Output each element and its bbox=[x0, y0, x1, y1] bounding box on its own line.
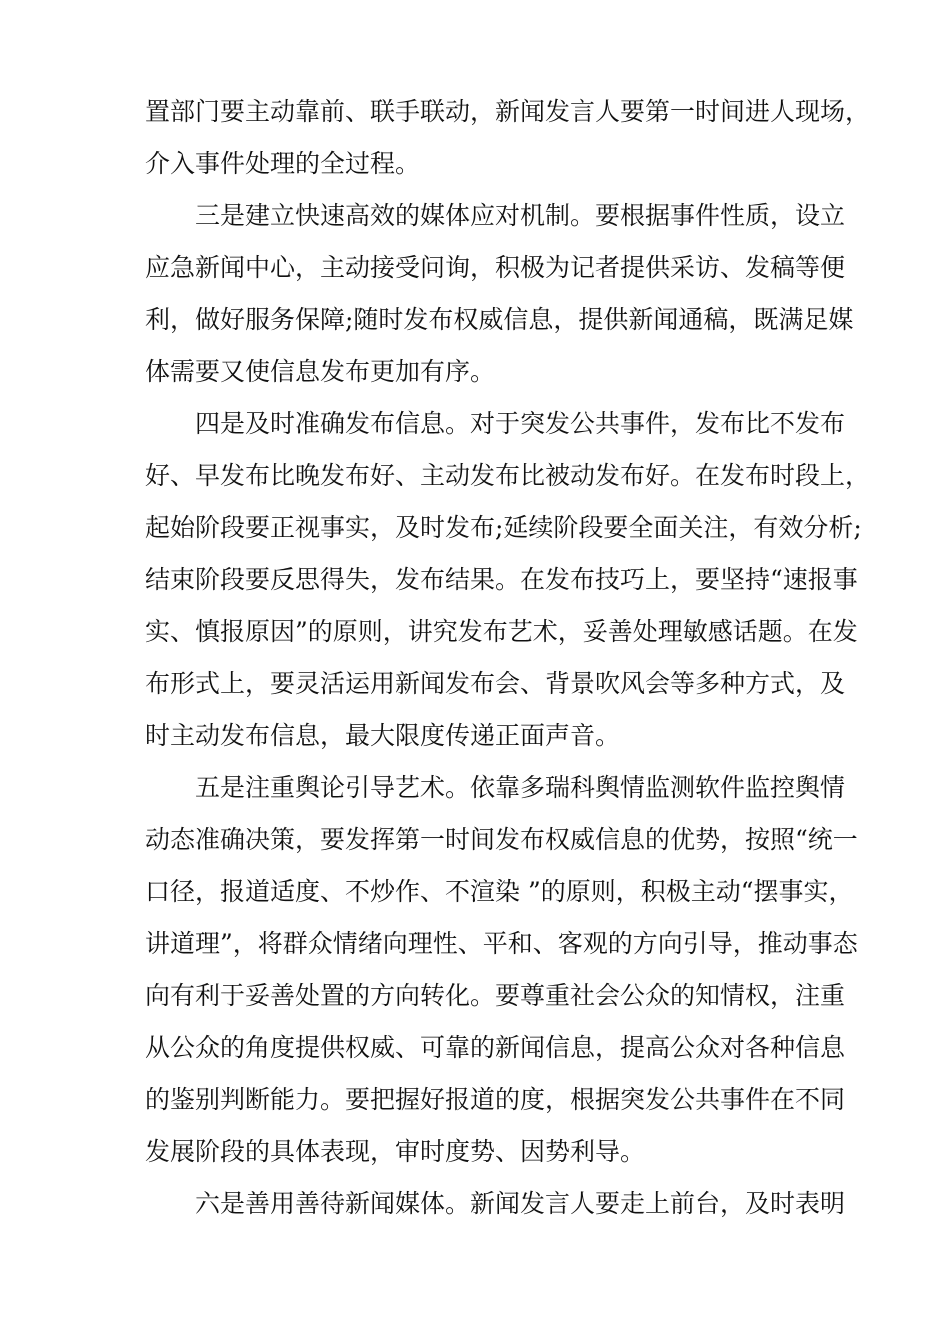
paragraph-4-start: 四是及时准确发布信息。对于突发公共事件，发布比不发布 bbox=[195, 409, 846, 438]
text-line: 置部门要主动靠前、联手联动，新闻发言人要第一时间进人现场， bbox=[145, 97, 871, 126]
text-line: 布形式上，要灵活运用新闻发布会、背景吹风会等多种方式，及 bbox=[145, 669, 846, 698]
paragraph-6-start: 六是善用善待新闻媒体。新闻发言人要走上前台，及时表明 bbox=[195, 1189, 846, 1218]
text-line: 介入事件处理的全过程。 bbox=[145, 149, 421, 178]
text-line: 讲道理”，将群众情绪向理性、平和、客观的方向引导，推动事态 bbox=[145, 929, 858, 958]
text-line: 起始阶段要正视事实，及时发布;延续阶段要全面关注，有效分析; bbox=[145, 513, 862, 542]
text-line: 的鉴别判断能力。要把握好报道的度，根据突发公共事件在不同 bbox=[145, 1085, 846, 1114]
text-line: 向有利于妥善处置的方向转化。要尊重社会公众的知情权，注重 bbox=[145, 981, 846, 1010]
text-line: 动态准确决策，要发挥第一时间发布权威信息的优势，按照“统一 bbox=[145, 825, 858, 854]
paragraph-5-start: 五是注重舆论引导艺术。依靠多瑞科舆情监测软件监控舆情 bbox=[195, 773, 846, 802]
text-line: 从公众的角度提供权威、可靠的新闻信息，提高公众对各种信息 bbox=[145, 1033, 846, 1062]
text-line: 实、慎报原因”的原则，讲究发布艺术，妥善处理敏感话题。在发 bbox=[145, 617, 858, 646]
text-line: 利，做好服务保障;随时发布权威信息，提供新闻通稿，既满足媒 bbox=[145, 305, 854, 334]
text-line: 体需要又使信息发布更加有序。 bbox=[145, 357, 496, 386]
text-line: 结束阶段要反思得失，发布结果。在发布技巧上，要坚持“速报事 bbox=[145, 565, 858, 594]
paragraph-3-start: 三是建立快速高效的媒体应对机制。要根据事件性质，设立 bbox=[195, 201, 846, 230]
text-line: 时主动发布信息，最大限度传递正面声音。 bbox=[145, 721, 621, 750]
text-line: 发展阶段的具体表现，审时度势、因势利导。 bbox=[145, 1137, 646, 1166]
text-line: 好、早发布比晚发布好、主动发布比被动发布好。在发布时段上， bbox=[145, 461, 871, 490]
text-line: 应急新闻中心，主动接受问询，积极为记者提供采访、发稿等便 bbox=[145, 253, 846, 282]
text-line: 口径，报道适度、不炒作、不渲染 ”的原则，积极主动“摆事实， bbox=[145, 877, 854, 906]
